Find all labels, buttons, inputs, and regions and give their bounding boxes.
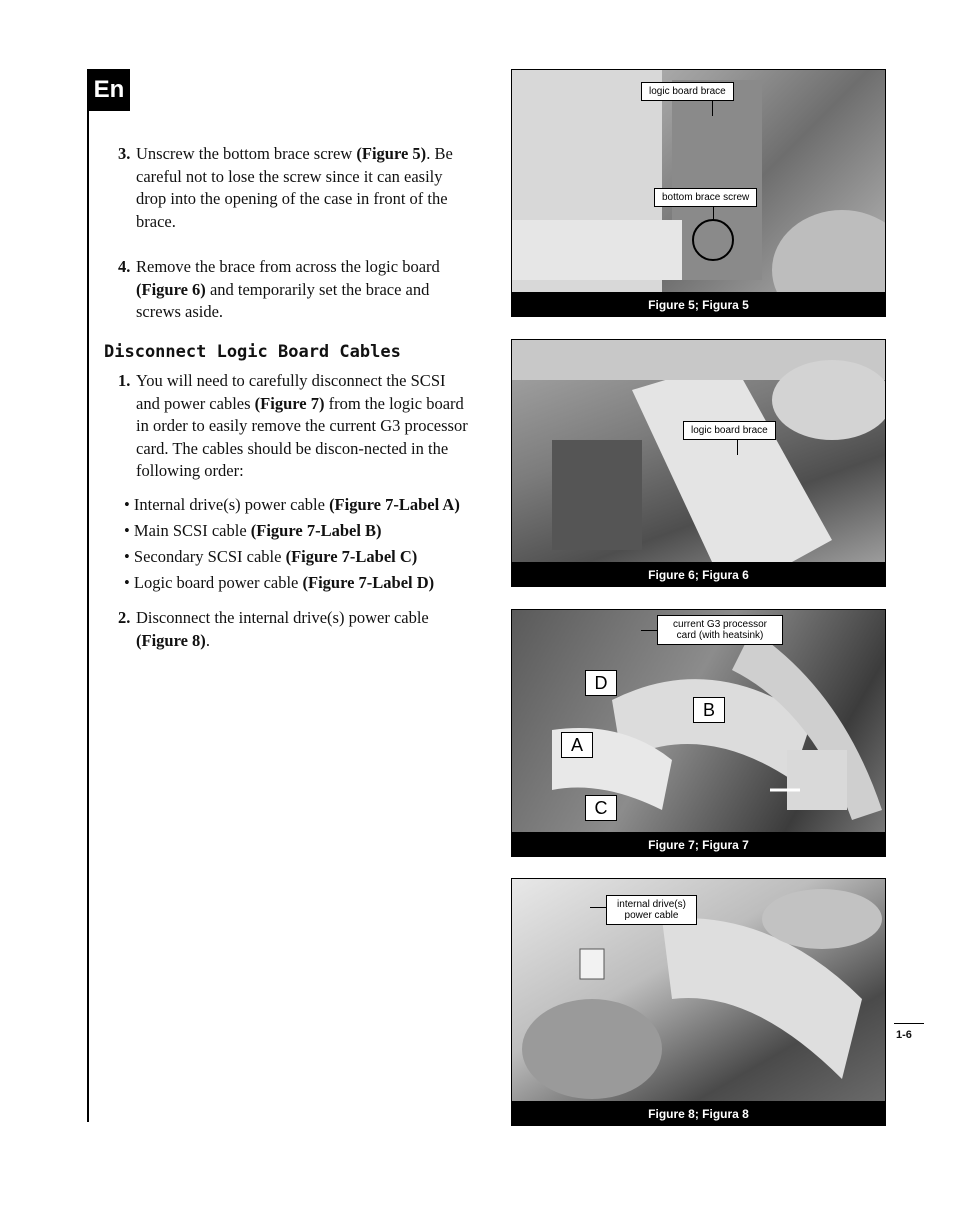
callout-logic-board-brace: logic board brace (683, 421, 776, 440)
photo-drive-power-cable (511, 878, 886, 1102)
figure-8-caption: Figure 8; Figura 8 (511, 1102, 886, 1126)
step-1 (118, 370, 468, 483)
label-d: D (585, 670, 617, 696)
margin-rule (87, 69, 89, 1122)
photo-remove-brace (511, 339, 886, 563)
label-a: A (561, 732, 593, 758)
bullet-item: • Logic board power cable (Figure 7-Label D) (124, 573, 435, 592)
photo-brace-screw (511, 69, 886, 293)
leader-line (712, 100, 713, 116)
step-number: 4. (118, 257, 131, 276)
figure-6 (511, 339, 886, 587)
label-b: B (693, 697, 725, 723)
step-text: Remove the brace from across the logic board (Figure 6) and temporarily set the brace and screws aside. (136, 257, 440, 321)
label-c: C (585, 795, 617, 821)
leader-line (590, 907, 606, 908)
leader-line (737, 439, 738, 455)
photo-shapes (512, 70, 885, 292)
step-number: 1. (118, 371, 131, 390)
bullet-item: • Secondary SCSI cable (Figure 7-Label C) (124, 547, 418, 566)
language-tab: En (88, 69, 130, 111)
photo-shapes (512, 879, 885, 1101)
step-text: Unscrew the bottom brace screw (Figure 5). Be careful not to lose the screw since it can easily drop into the opening of the case in front of the brace. (136, 144, 453, 231)
figure-5-caption: Figure 5; Figura 5 (511, 293, 886, 317)
figure-8 (511, 878, 886, 1126)
photo-cables (511, 609, 886, 833)
cable-order-list (124, 492, 460, 596)
step-number: 3. (118, 144, 131, 163)
page-number-rule (894, 1023, 924, 1024)
step-text: Disconnect the internal drive(s) power cable (Figure 8). (136, 608, 429, 650)
figure-7 (511, 609, 886, 857)
leader-line (641, 630, 657, 631)
callout-bottom-brace-screw: bottom brace screw (654, 188, 757, 207)
callout-text: internal drive(s) power cable (617, 899, 686, 921)
callout-g3-processor-card (657, 615, 783, 645)
figure-5 (511, 69, 886, 317)
callout-text: current G3 processor card (with heatsink) (673, 619, 767, 641)
step-text: You will need to carefully disconnect the SCSI and power cables (Figure 7) from the logic board in order to easily remove the current G3 processor card. The cables should be discon-nected in the following order: (136, 371, 468, 480)
page-number: 1-6 (896, 1029, 912, 1041)
leader-line (713, 206, 714, 220)
step-4 (118, 256, 458, 324)
step-3 (118, 143, 458, 233)
step-number: 2. (118, 608, 131, 627)
photo-shapes (512, 340, 885, 562)
callout-drive-power-cable (606, 895, 697, 925)
figure-7-caption: Figure 7; Figura 7 (511, 833, 886, 857)
bullet-item: • Main SCSI cable (Figure 7-Label B) (124, 521, 382, 540)
bullet-item: • Internal drive(s) power cable (Figure 7-Label A) (124, 495, 460, 514)
step-2 (118, 607, 458, 652)
section-heading: Disconnect Logic Board Cables (104, 342, 401, 362)
figure-6-caption: Figure 6; Figura 6 (511, 563, 886, 587)
callout-logic-board-brace: logic board brace (641, 82, 734, 101)
